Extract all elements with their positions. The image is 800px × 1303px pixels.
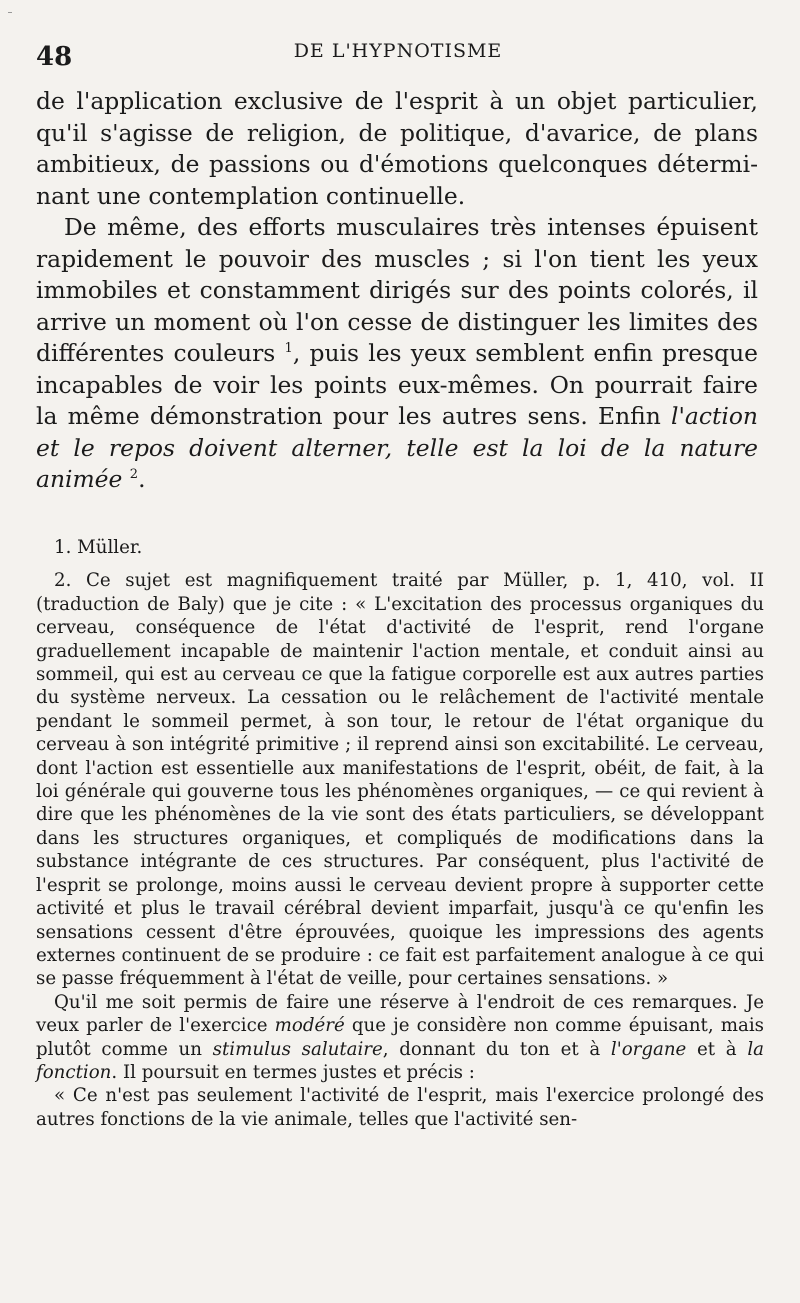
footnote-ref-2: 2 — [129, 467, 139, 483]
continuation-text-c: , donnant du ton et à — [382, 1038, 611, 1060]
italic-fonction: la fonction — [36, 1038, 764, 1083]
footnotes — [36, 536, 764, 1131]
paragraph-2-italic: l'action et le repos doivent alterner, telle est la loi de la nature animée — [36, 402, 758, 493]
running-head: DE L'HYPNOTISME — [293, 40, 503, 62]
continuation-text-e: . Il poursuit en termes justes et précis : — [111, 1061, 475, 1083]
paragraph-2-text-a: De même, des efforts musculaires très intenses épuisent rapidement le pouvoir des muscles ; si l'on tient les yeux immobiles et constamment dirigés sur des points colorés, il arrive un moment où l'on cesse de distinguer les limites des différentes couleurs — [36, 213, 758, 367]
italic-organe: l'organe — [610, 1038, 687, 1060]
paragraph-2-text-b: , puis les yeux semblent enfin presque incapables de voir les points eux-mêmes. On pourrait faire la même démonstration pour les autres sens. Enfin — [36, 339, 758, 430]
page-header — [36, 36, 760, 76]
continuation-text-d: et à — [686, 1038, 748, 1060]
footnote-2-quote: « Ce n'est pas seulement l'activité de l'esprit, mais l'exercice prolongé des autres fonctions de la vie animale, telles que l'activité sen- — [36, 1085, 764, 1130]
footnote-2: 2. Ce sujet est magnifiquement traité par Müller, p. 1, 410, vol. II (traduction de Baly) que je cite : « L'excitation des processus organiques du cerveau, conséquence de l'état d'activité de l'esprit, rend l'organe graduellement incapable de maintenir l'action mentale, et conduit ainsi au sommeil, qui est au cerveau ce que la fatigue corporelle est aux autres parties du système nerveux. La cessation ou le relâchement de l'activité mentale pendant le sommeil permet, à son tour, le retour de l'état organique du cerveau à son intégrité primitive ; il reprend ainsi son excitabilité. Le cerveau, dont l'action est essentielle aux manifestations de l'esprit, obéit, de fait, à la loi générale qui gouverne tous les phénomènes organiques, — ce qui revient à dire que les phénomènes de la vie sont des états particuliers, se développant dans les structures organiques, et compliqués de modifications dans la substance intégrante de ces structures. Par conséquent, plus l'activité de l'esprit se prolonge, moins aussi le cerveau devient propre à supporter cette activité et plus le travail cérébral devient imparfait, jusqu'à ce qu'enfin les sensations cessent d'être éprouvées, quoique les impressions des agents externes continuent de se produire : ce fait est parfaitement analogue à ce qui se passe fréquemment à l'état de veille, pour certaines sensations. » — [36, 570, 764, 990]
italic-modere: modéré — [274, 1015, 345, 1037]
footnote-1: 1. Müller. — [54, 537, 143, 558]
footnote-2-continuation — [36, 991, 764, 1085]
main-text — [36, 86, 758, 496]
paragraph-1: de l'application exclusive de l'esprit à un objet particulier, qu'il s'agisse de religion, de politique, d'avarice, de plans ambitieux, de passions ou d'émotions quelconques déterminant une contemplation continuelle. — [36, 87, 758, 210]
paragraph-2 — [36, 212, 758, 496]
continuation-text-b: que je considère non comme épuisant, mais plutôt comme un — [36, 1015, 764, 1060]
italic-stimulus: stimulus salutaire — [212, 1038, 383, 1060]
page-number: 48 — [36, 42, 73, 72]
paragraph-2-end: . — [138, 465, 146, 493]
continuation-text-a: Qu'il me soit permis de faire une réserve à l'endroit de ces remarques. Je veux parler de l'exercice — [36, 991, 764, 1037]
margin-mark — [8, 12, 12, 13]
footnote-ref-1: 1 — [284, 341, 293, 357]
